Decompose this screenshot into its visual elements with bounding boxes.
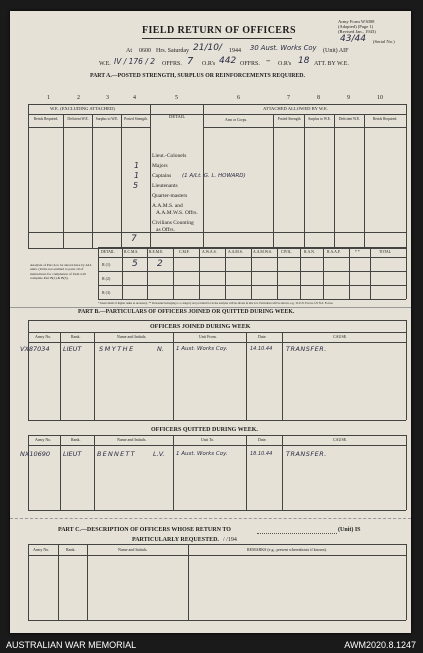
rule <box>199 247 200 299</box>
rule <box>334 114 335 248</box>
ors2-label: O.R's <box>278 61 292 67</box>
rule <box>406 435 407 510</box>
analysis-rcms-hw: 5 <box>132 259 138 269</box>
analysis-h-cmf: C.M.F. <box>179 250 190 254</box>
left-col-deficient: Deficient W.E. <box>67 117 89 121</box>
rule <box>98 257 406 258</box>
rule <box>277 247 278 299</box>
rule <box>203 127 406 128</box>
analysis-h-raaf: R.A.A.F. <box>327 250 341 254</box>
joined-col-cause: CAUSE. <box>333 334 348 339</box>
rule <box>406 320 407 420</box>
rule <box>122 247 123 299</box>
quitted-name-hw: BENNETT <box>97 450 136 458</box>
analysis-h-total: TOTAL <box>379 250 392 254</box>
we-excl-header: W.E. (EXCLUDING ATTACHED) <box>50 106 115 111</box>
year-label: 1944 <box>229 48 241 54</box>
rank-lieutenants: Lieutenants <box>152 183 178 189</box>
offrs-hw: 7 <box>187 56 194 67</box>
form-title: FIELD RETURN OF OFFICERS <box>142 25 296 36</box>
rule <box>63 114 64 248</box>
col-number-6: 6 <box>237 95 240 101</box>
col-number-5: 5 <box>175 95 178 101</box>
offrs-label: OFFRS. <box>162 61 182 67</box>
rule <box>98 247 406 248</box>
analysis-row-r1: R (1) <box>102 262 111 267</box>
rule <box>98 247 99 299</box>
at-label: At <box>126 48 132 54</box>
footer-accession-number: AWM2020.8.1247 <box>344 640 416 650</box>
rule <box>28 620 406 621</box>
part-c-requested-date: / /194 <box>223 537 237 543</box>
offrs2-hw: – <box>266 56 271 66</box>
rule <box>28 320 406 321</box>
rule <box>282 332 283 420</box>
rule <box>94 332 95 420</box>
serial-number-hw: 43/44 <box>340 34 366 44</box>
part-c-unit-blank <box>257 533 337 534</box>
rule <box>58 544 59 620</box>
rule <box>28 104 406 105</box>
quitted-initials-hw: L.V. <box>153 450 165 458</box>
rule <box>349 247 350 299</box>
rule <box>364 114 365 248</box>
analysis-h-aams: A.A.M.S. <box>228 250 243 254</box>
rank-civilians-2: as Offrs. <box>156 227 175 233</box>
analysis-h-detail: DETAIL <box>101 250 115 254</box>
att-by-we-label: ATT. BY W.E. <box>314 61 349 67</box>
joined-date-hw: 14.10.44 <box>250 346 273 352</box>
quitted-col-rank: Rank. <box>71 437 81 442</box>
captains-note-hw: (1 A/Lt. G. L. HOWARD) <box>182 173 246 179</box>
rule <box>94 435 95 510</box>
unit-hw: 30 Aust. Works Coy <box>250 44 317 52</box>
offrs2-label: OFFRS. <box>240 61 260 67</box>
rule <box>225 247 226 299</box>
joined-col-unit: Unit From. <box>199 334 217 339</box>
rank-captains: Captains <box>152 173 172 179</box>
part-a-title: PART A.—POSTED STRENGTH, SURPLUS OR REINFORCEMENTS REQUIRED. <box>90 73 305 79</box>
rule <box>173 332 174 420</box>
rule <box>121 114 122 248</box>
quitted-col-army-no: Army No. <box>35 437 52 442</box>
rule <box>28 104 29 248</box>
rule <box>273 114 274 248</box>
posted-majors-hw: 1 <box>134 161 140 170</box>
rule <box>10 307 411 308</box>
rule <box>300 247 301 299</box>
rule <box>28 544 29 620</box>
joined-cause-hw: TRANSFER. <box>286 345 327 353</box>
rule <box>28 232 406 233</box>
date-hw: 21/10/ <box>193 43 222 53</box>
part-c-col-army-no: Army No. <box>33 547 50 552</box>
rule <box>28 320 29 420</box>
posted-captains-hw: 1 <box>134 171 140 180</box>
analysis-h-rcms: R.C.M.S. <box>124 250 139 254</box>
detail-header: DETAIL <box>169 114 186 119</box>
rule <box>251 247 252 299</box>
quitted-col-date: Date. <box>258 437 267 442</box>
quitted-cause-hw: TRANSFER. <box>286 450 327 458</box>
analysis-h-aamws: A.A.M.W.S. <box>253 250 272 254</box>
col-number-3: 3 <box>106 95 109 101</box>
rule <box>28 435 406 436</box>
right-col-reinfs: Reinfs Required. <box>372 117 398 121</box>
part-a-footnote: * Insert detail of higher ranks as necessary. ** Personnel belonging to a category not provided for in the analysis will be shown in this Col. Particulars will be shown, e.g., W.U.N. Forces, US N.Z. Forces. <box>98 301 334 305</box>
total-posted-hw: 7 <box>131 234 137 244</box>
col-number-9: 9 <box>347 95 350 101</box>
rule <box>98 271 406 272</box>
joined-title: OFFICERS JOINED DURING WEEK <box>150 324 251 330</box>
right-col-surplus: Surplus to W.E. <box>308 117 331 121</box>
analysis-reme-hw: 2 <box>157 259 163 269</box>
rule <box>28 544 406 545</box>
quitted-col-unit: Unit To. <box>201 437 215 442</box>
analysis-h-awas: A.W.A.S. <box>202 250 217 254</box>
joined-col-date: Date. <box>258 334 267 339</box>
col-number-7: 7 <box>287 95 290 101</box>
rank-lieut-colonels: Lieut.-Colonels <box>152 153 187 159</box>
attached-header: ATTACHED ALLOWED BY W.E. <box>263 106 328 111</box>
analysis-h-other: * * <box>355 250 360 254</box>
we-hw: IV / 176 / 2 <box>114 57 156 66</box>
ors-label: O.R's <box>202 61 216 67</box>
col-number-10: 10 <box>377 95 383 101</box>
rule <box>98 285 406 286</box>
left-col-surplus: Surplus to W.E. <box>95 117 119 121</box>
part-a-table <box>10 11 411 311</box>
left-col-posted: Posted Strength. <box>124 117 148 121</box>
joined-rank-hw: LIEUT <box>63 345 82 353</box>
unit-suffix: (Unit) AIF <box>323 48 349 54</box>
footer-credit: AUSTRALIAN WAR MEMORIAL <box>6 640 137 650</box>
rule <box>60 332 61 420</box>
part-b-title: PART B.—PARTICULARS OF OFFICERS JOINED OR QUITTED DURING WEEK. <box>78 309 295 315</box>
rule <box>98 299 406 300</box>
joined-col-army-no: Army No. <box>35 334 52 339</box>
analysis-row-r3: R (3) <box>102 290 111 295</box>
rule <box>150 104 151 248</box>
rule <box>323 247 324 299</box>
part-c-col-rank: Rank. <box>66 547 76 552</box>
ors2-hw: 18 <box>298 56 310 66</box>
rank-aamws: A.A.M.W.S. Offrs. <box>156 210 198 216</box>
analysis-h-reme: R.E.M.E. <box>149 250 164 254</box>
part-c-title-end: (Unit) IS <box>338 527 361 533</box>
serial-number-label: (Serial No.) <box>373 39 395 44</box>
part-c-title: PART C.—DESCRIPTION OF OFFICERS WHOSE RETURN TO <box>58 527 231 533</box>
form-reference: Army Form W3008 (Adapted) (Page 1) (Revised Jan., 1943) <box>338 19 376 35</box>
quitted-title: OFFICERS QUITTED DURING WEEK. <box>151 427 258 433</box>
rule <box>28 435 29 510</box>
rank-majors: Majors <box>152 163 168 169</box>
rank-aams: A.A.M.S. and <box>152 203 183 209</box>
rule <box>28 445 406 446</box>
quitted-army-no-hw: NX10690 <box>20 450 50 458</box>
document-page <box>10 11 411 633</box>
rule <box>28 555 406 556</box>
analysis-row-r2: R (2) <box>102 276 111 281</box>
hrs-saturday-label: Hrs. Saturday <box>156 48 189 54</box>
right-col-arm: Arm or Corps. <box>225 118 248 122</box>
col-number-4: 4 <box>133 95 136 101</box>
left-col-reinfs: Reinfs Required. <box>33 117 59 121</box>
part-c-col-remarks: REMARKS (e.g., present whereabouts if known). <box>247 547 327 552</box>
rule <box>188 544 189 620</box>
rule <box>173 247 174 299</box>
right-col-deficient: Deficient W.E. <box>338 117 361 121</box>
joined-col-rank: Rank. <box>71 334 81 339</box>
rule <box>28 332 406 333</box>
joined-name-hw: SMYTHE <box>99 345 135 353</box>
rule <box>304 114 305 248</box>
rule <box>147 247 148 299</box>
quitted-date-hw: 18.10.44 <box>250 451 273 457</box>
rule <box>406 544 407 620</box>
rule <box>87 544 88 620</box>
analysis-h-civil: CIVIL. <box>281 250 293 254</box>
part-c-requested: PARTICULARLY REQUESTED. <box>132 537 219 543</box>
part-c-divider <box>10 518 411 519</box>
quitted-col-name: Name and Initials. <box>117 437 147 442</box>
rule <box>28 342 406 343</box>
part-c-col-name: Name and Initials. <box>118 547 148 552</box>
rule <box>28 127 150 128</box>
time-value: 0600 <box>139 48 151 54</box>
right-col-posted: Posted Strength. <box>277 117 302 121</box>
joined-col-name: Name and Initials. <box>117 334 147 339</box>
rule <box>28 420 406 421</box>
col-number-2: 2 <box>77 95 80 101</box>
quitted-rank-hw: LIEUT <box>63 450 82 458</box>
rule <box>28 510 406 511</box>
rule <box>282 435 283 510</box>
joined-initials-hw: N. <box>157 345 164 353</box>
analysis-h-ran: R.A.N. <box>304 250 315 254</box>
joined-army-no-hw: VX87034 <box>20 345 50 353</box>
posted-lieutenants-hw: 5 <box>133 181 139 190</box>
quitted-col-cause: CAUSE. <box>333 437 348 442</box>
rule <box>406 104 407 248</box>
rule <box>406 247 407 299</box>
analysis-note: Analysis of Part A to be shown here by ALL units. (Units not entitled to parts 10 of instructions for completion of form will complete Part B(1) & B(3). <box>30 263 92 280</box>
we-label: W.E. <box>99 61 111 67</box>
rank-civilians: Civilians Counting <box>152 220 194 226</box>
rule <box>246 332 247 420</box>
rule <box>28 114 406 115</box>
col-number-1: 1 <box>47 95 50 101</box>
quitted-unit-hw: 1 Aust. Works Coy. <box>176 451 228 457</box>
rule <box>370 247 371 299</box>
rule <box>92 114 93 248</box>
rule <box>60 435 61 510</box>
col-number-8: 8 <box>317 95 320 101</box>
joined-unit-hw: 1 Aust. Works Coy. <box>176 346 228 352</box>
rank-quartermasters: Quarter-masters <box>152 193 188 199</box>
ors-hw: 442 <box>219 56 237 66</box>
rule <box>173 435 174 510</box>
rule <box>246 435 247 510</box>
